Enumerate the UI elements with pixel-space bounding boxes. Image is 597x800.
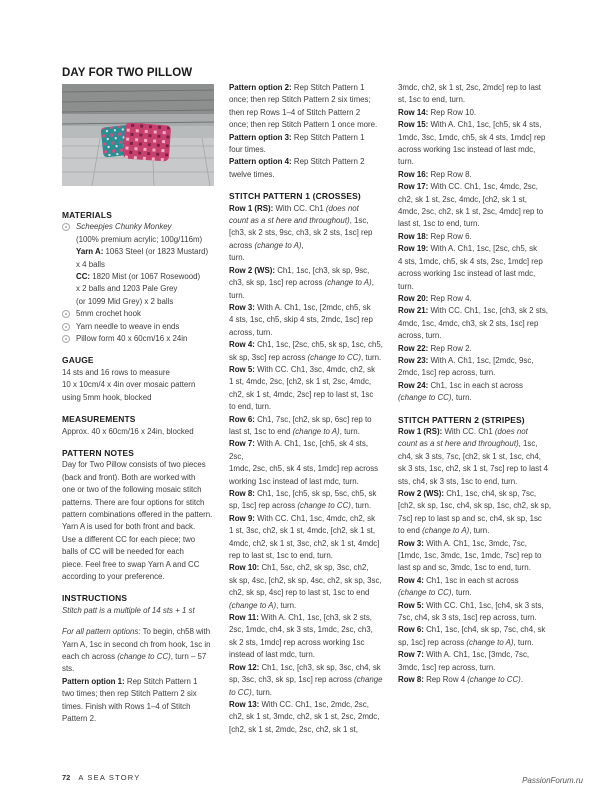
- row-17-line: [398, 181, 553, 193]
- sp2-row-5-line: 7sc, ch4, sk 3 sts, 1sc] rep across, turn.: [398, 613, 537, 623]
- row-text: , turn.: [451, 588, 472, 598]
- sp2-row-2-line: [398, 525, 553, 537]
- row-text: Rep Row 10.: [428, 107, 477, 117]
- sp2-row-8-line: [398, 674, 553, 686]
- yarn-a-qty: x 4 balls: [76, 259, 105, 269]
- row-text: With A. Ch1, 1sc, [2mdc, ch5, sk: [254, 302, 371, 312]
- cc-line-2: x 2 balls and 1203 Pale Grey: [76, 284, 178, 294]
- row-13-cont: 3mdc, ch2, sk 1 st, 2sc, 2mdc] rep to last: [398, 83, 541, 92]
- gauge-line: 10 x 10cm/4 x 4in over mosaic pattern: [62, 380, 196, 390]
- sp2-row-1-line: sts, ch4, sk 3 sts, 1sc to end, turn.: [398, 476, 518, 486]
- section-name: A SEA STORY: [78, 773, 141, 782]
- needle-text: Yarn needle to weave in ends: [76, 321, 180, 331]
- row-text: With A. Ch1, 1sc, [3mdc, 7sc,: [423, 650, 530, 660]
- row-24-line: [398, 380, 553, 392]
- row-1-line: [229, 240, 384, 252]
- sp2-row-3-line: [1mdc, 1sc, 3mdc, 1sc, 1mdc, 7sc] rep to: [398, 551, 542, 561]
- row-8-line: [229, 500, 384, 512]
- notes-line: balls of CC will be needed for each: [62, 547, 184, 557]
- option-1-line: times. Finish with Rows 1–4 of Stitch: [62, 701, 191, 711]
- row-text: Rep Row 4: [423, 675, 468, 685]
- row-5-line: [229, 364, 384, 376]
- option-3-line: four times.: [229, 145, 266, 155]
- row-9-line: rep to last st, 1sc to end, turn.: [229, 551, 333, 561]
- materials-yarn-item: [62, 221, 214, 233]
- row-text: With CC. Ch1, 1sc, 4mdc, ch2, sk: [254, 513, 376, 523]
- row-13-label: Row 13:: [229, 699, 260, 709]
- row-24-label: Row 24:: [398, 380, 429, 390]
- sp2-row-1-line: [398, 426, 553, 438]
- row-11-line: [229, 612, 384, 624]
- row-text: With CC. Ch1: [273, 203, 326, 213]
- column-1: [62, 209, 214, 725]
- row-13-cont: st, 1sc to end, turn.: [398, 95, 466, 105]
- row-text: With CC. Ch1, 1sc, 4mdc, 2sc,: [428, 182, 538, 192]
- gauge-line: 14 sts and 16 rows to measure: [62, 367, 170, 377]
- materials-pillow-item: [62, 333, 214, 345]
- sp2-row-3-line: last sp and sc, 3mdc, 1sc to end, turn.: [398, 563, 531, 573]
- row-text: Ch1, 7sc, [ch2, sk sp, 6sc] rep to: [254, 414, 372, 424]
- row-2-label: Row 2 (WS):: [229, 265, 276, 275]
- sp2-row-5-label: Row 5:: [398, 600, 424, 610]
- row-note: (change to A): [466, 637, 514, 647]
- yarn-a-line: [62, 246, 214, 258]
- option-2-line: then rep Rows 1–4 of Stitch Pattern 2: [229, 107, 361, 117]
- row-10-line: sk sp, 4sc, [ch2, sk sp, 4sc, ch2, sk sp, 3sc,: [229, 575, 382, 585]
- row-21-label: Row 21:: [398, 306, 429, 316]
- row-1-line: turn.: [229, 253, 245, 263]
- row-16-label: Row 16:: [398, 169, 429, 179]
- sp2-row-2-line: 7sc] rep to last sp and sc, ch4, sk sp, 1sc: [398, 513, 542, 523]
- row-text: , turn.: [361, 352, 382, 362]
- row-text: With CC. Ch1, 1sc, 2mdc, 2sc,: [259, 699, 369, 709]
- row-text: Rep Row 8.: [428, 169, 472, 179]
- all-options-text: To begin, ch58 with: [140, 627, 211, 637]
- yarn-a-label: Yarn A:: [76, 247, 104, 257]
- stitch-pattern-2-heading: STITCH PATTERN 2 (STRIPES): [398, 414, 525, 425]
- row-text: Ch1, 1sc, [2sc, ch5, sk sp, 1sc, ch5,: [254, 340, 383, 350]
- sp2-row-1-label: Row 1 (RS):: [398, 426, 443, 436]
- row-text: Ch1, 1sc, [ch4, sk sp, 7sc, ch4, sk: [423, 625, 546, 635]
- page-number: 72: [62, 773, 71, 782]
- row-text: With A. Ch1, 1sc, 3mdc, 7sc,: [423, 538, 527, 548]
- option-4-text: Rep Stitch Pattern 2: [291, 157, 365, 167]
- row-text: , turn.: [339, 426, 360, 436]
- row-text: Ch1, 1sc, [ch5, sk sp, 5sc, ch5, sk: [254, 489, 377, 498]
- row-3-line: [229, 302, 384, 314]
- row-12-line: [229, 687, 384, 699]
- row-text: Ch1, 5sc, ch2, sk sp, 3sc, ch2,: [259, 563, 369, 573]
- row-9-line: 1 st, 3sc, ch2, sk 1 st, 4mdc, [ch2, sk 1 st,: [229, 526, 376, 536]
- row-6-line: [229, 426, 384, 438]
- row-text: With A. Ch1, 1sc, [ch5, sk 4 sts,: [428, 120, 542, 130]
- row-18-label: Row 18:: [398, 231, 429, 241]
- row-19-line: across working 1sc instead of last mdc,: [398, 269, 536, 279]
- sp2-row-6-line: [398, 624, 553, 636]
- row-12-line: [229, 674, 384, 686]
- yarn-desc: (100% premium acrylic; 100g/116m): [76, 234, 203, 244]
- all-options-label: For all pattern options:: [62, 627, 141, 637]
- row-text: Ch1, 1sc, [ch3, sk sp, 3sc, ch4, sk: [259, 662, 381, 672]
- option-3-text: Rep Stitch Pattern 1: [291, 132, 365, 142]
- option-3-line: [229, 132, 384, 144]
- row-17-line: 4mdc, 2sc, ch2, sk 1 st, 2sc, 4mdc] rep to: [398, 207, 544, 217]
- row-17-label: Row 17:: [398, 182, 429, 192]
- row-text: Ch1, 1sc in each st across: [423, 575, 519, 585]
- pillow-text: Pillow form 40 x 60cm/16 x 24in: [76, 334, 188, 344]
- row-22-label: Row 22:: [398, 343, 429, 353]
- row-22-line: [398, 343, 553, 355]
- all-options-line: [62, 651, 214, 676]
- watermark: PassionForum.ru: [522, 776, 583, 785]
- notes-line: Use a different CC for each piece; two: [62, 534, 196, 544]
- row-21-line: across, turn.: [398, 331, 442, 341]
- option-2-line: [229, 82, 384, 94]
- all-options-line: Yarn A, 1sc in second ch from hook, 1sc in: [62, 639, 211, 649]
- row-text: With CC. Ch1, 1sc, [ch3, sk 2 sts,: [428, 306, 548, 316]
- row-note: (change: [353, 675, 383, 685]
- row-3-label: Row 3:: [229, 302, 255, 312]
- hook-text: 5mm crochet hook: [76, 309, 141, 319]
- row-1-line: [ch3, sk 2 sts, 9sc, ch3, sk 2 sts, 1sc] rep: [229, 228, 373, 238]
- row-text: With A. Ch1, 1sc, [ch5, sk 4 sts, 2sc,: [229, 439, 369, 461]
- pillow-photo: [62, 84, 214, 186]
- sp2-row-4-label: Row 4:: [398, 575, 424, 585]
- row-7-label: Row 7:: [229, 439, 255, 449]
- row-2-line: [229, 265, 384, 277]
- page-title: DAY FOR TWO PILLOW: [62, 67, 193, 79]
- sp2-row-4-line: [398, 587, 553, 599]
- row-4-line: [229, 352, 384, 364]
- row-11-label: Row 11:: [229, 613, 259, 623]
- option-1-text: Rep Stitch Pattern 1: [124, 676, 198, 686]
- bullet-icon: [62, 335, 70, 343]
- cc-text: 1820 Mist (or 1067 Rosewood): [90, 272, 201, 282]
- sp2-row-1-line: [398, 438, 553, 450]
- sp2-row-1-line: ch4, sk 3 sts, 7sc, [ch2, sk 1 st, 1sc, ch4,: [398, 451, 541, 461]
- row-text: ch3, sk sp, 1sc] rep across: [229, 278, 325, 288]
- row-12-line: [229, 662, 384, 674]
- row-text: With CC. Ch1: [442, 426, 495, 436]
- notes-line: pattern combinations offered in the pattern.: [62, 509, 213, 519]
- row-10-label: Row 10:: [229, 563, 260, 573]
- option-4-line: [229, 156, 384, 168]
- row-text: With A. Ch1, 1sc, [ch3, sk 2 sts,: [258, 613, 372, 623]
- column-3: [398, 82, 553, 687]
- row-note: (change to A): [422, 526, 470, 536]
- row-text: , turn.: [350, 501, 372, 511]
- row-text: With CC. Ch1, 1sc, [ch4, sk 3 sts,: [423, 600, 544, 610]
- row-note: (does not: [494, 426, 528, 436]
- row-text: , turn.: [513, 637, 534, 647]
- row-1-line: [229, 203, 384, 215]
- pillow-photo-svg: [62, 84, 214, 186]
- row-24-line: [398, 392, 553, 404]
- row-note: (change to CC): [307, 352, 362, 362]
- row-text: Rep Row 4.: [428, 293, 472, 303]
- row-15-line: turn.: [398, 157, 414, 167]
- row-text: , turn.: [251, 687, 272, 697]
- notes-line: one or two of the following mosaic stitch: [62, 485, 202, 495]
- sp2-row-8-label: Row 8:: [398, 675, 424, 685]
- row-15-line: 1mdc, 3sc, 1mdc, ch5, sk 4 sts, 1mdc] rep: [398, 132, 546, 142]
- stitch-pattern-1-heading: STITCH PATTERN 1 (CROSSES): [229, 191, 361, 202]
- row-note: count as a st here and throughout): [398, 439, 519, 449]
- row-20-label: Row 20:: [398, 293, 429, 303]
- sp2-row-3-line: [398, 538, 553, 550]
- page-footer: [62, 773, 140, 782]
- measurements-text: Approx. 40 x 60cm/16 x 24in, blocked: [62, 426, 194, 436]
- sp2-row-2-line: [398, 488, 553, 500]
- row-13-line: [229, 699, 384, 711]
- measurements-heading: MEASUREMENTS: [62, 414, 136, 425]
- row-text: Rep Row 2.: [428, 343, 472, 353]
- row-note: (change to CC): [398, 393, 452, 403]
- row-2-line: [229, 277, 384, 289]
- all-options-end: , turn – 57 sts.: [62, 652, 207, 674]
- row-note: (change to A): [254, 240, 302, 250]
- option-3-label: Pattern option 3:: [229, 132, 292, 142]
- row-19-line: turn.: [398, 281, 414, 291]
- notes-line: patterns. There are four options for stitch: [62, 497, 205, 507]
- row-8-label: Row 8:: [229, 489, 255, 498]
- row-text: , 1sc,: [518, 439, 538, 449]
- row-2-line: turn.: [229, 290, 245, 300]
- row-13-line: [ch2, sk 1 st, 2mdc, 2sc, ch2, sk 1 st,: [229, 724, 358, 734]
- row-note: (change to A): [292, 426, 340, 436]
- option-2-line: once; then rep Stitch Pattern 2 six times;: [229, 95, 371, 105]
- notes-line: Yarn A is used for both front and back.: [62, 522, 196, 532]
- row-9-line: 4mdc, ch2, sk 1 st, 3sc, ch2, sk 1 st, 4mdc]: [229, 538, 380, 548]
- pattern-notes-heading: PATTERN NOTES: [62, 447, 135, 458]
- row-17-line: last st, 1sc to end, turn.: [398, 219, 480, 229]
- materials-needle-item: [62, 321, 214, 333]
- row-10-line: ch2, sk sp, 4sc] rep to last st, 1sc to end: [229, 588, 370, 598]
- row-note: (does not: [325, 203, 359, 213]
- row-text: .: [520, 675, 524, 685]
- row-12-label: Row 12:: [229, 662, 260, 672]
- notes-line: Day for Two Pillow consists of two pieces: [62, 460, 206, 470]
- row-note: (change to CC): [467, 675, 521, 685]
- row-21-line: 4mdc, 1sc, 4mdc, ch3, sk 2 sts, 1sc] rep: [398, 318, 539, 328]
- row-23-line: 2mdc, 1sc] rep across, turn.: [398, 368, 496, 378]
- bullet-icon: [62, 310, 70, 318]
- sp2-row-2-line: [ch2, sk sp, 1sc, ch4, sk sp, 1sc, ch2, sk sp,: [398, 501, 552, 511]
- row-text: , turn.: [451, 393, 472, 403]
- row-text: With A. Ch1, 1sc, [2sc, ch5, sk: [428, 244, 538, 254]
- row-23-line: [398, 355, 553, 367]
- cc-line: [62, 271, 214, 283]
- option-4-line: twelve times.: [229, 169, 275, 179]
- row-7-line: 1mdc, 2sc, ch5, sk 4 sts, 1mdc] rep across: [229, 464, 379, 474]
- row-11-line: sk 2 sts, 1mdc] rep across working 1sc: [229, 637, 365, 647]
- row-19-line: 4 sts, 1mdc, ch5, sk 4 sts, 2sc, 1mdc] rep: [398, 256, 543, 266]
- row-15-line: across working 1sc instead of last mdc,: [398, 145, 536, 155]
- sp2-row-7-line: [398, 649, 553, 661]
- row-note: (change to A): [229, 600, 277, 610]
- materials-heading: MATERIALS: [62, 210, 113, 220]
- option-1-label: Pattern option 1:: [62, 676, 125, 686]
- row-16-line: [398, 169, 553, 181]
- row-text: ,: [371, 278, 374, 288]
- row-5-line: to end, turn.: [229, 402, 272, 412]
- bullet-icon: [62, 223, 70, 231]
- row-4-line: [229, 339, 384, 351]
- row-14-label: Row 14:: [398, 107, 429, 117]
- row-text: sk sp, 3sc] rep across: [229, 352, 308, 362]
- row-text: Ch1, 1sc in each st across: [428, 380, 523, 390]
- column-2: [229, 82, 384, 736]
- row-1-line: [229, 215, 384, 227]
- row-note: (change to CC): [297, 501, 351, 511]
- row-text: sp, 1sc] rep across: [229, 501, 298, 511]
- option-2-line: once; then rep Stitch Pattern 1 once more.: [229, 120, 378, 130]
- row-6-line: [229, 414, 384, 426]
- row-note: (change to A): [324, 278, 372, 288]
- row-text: Ch1, 1sc, [ch3, sk sp, 9sc,: [275, 265, 370, 275]
- row-5-line: ch2, sk 1 st, 4mdc, 2sc] rep to last st, 1sc: [229, 389, 374, 399]
- row-text: With A. Ch1, 1sc, [2mdc, 9sc,: [428, 355, 534, 365]
- row-4-label: Row 4:: [229, 340, 255, 350]
- row-19-label: Row 19:: [398, 244, 429, 254]
- row-19-line: [398, 243, 553, 255]
- change-note: (change to CC): [117, 652, 171, 661]
- row-text: last st, 1sc to end: [229, 426, 293, 436]
- row-text: sp, 1sc] rep across: [398, 637, 467, 647]
- row-10-line: [229, 600, 384, 612]
- all-options-line: [62, 626, 214, 638]
- gauge-heading: GAUGE: [62, 355, 94, 366]
- sp2-row-7-label: Row 7:: [398, 650, 424, 660]
- row-text: Ch1, 1sc, ch4, sk sp, 7sc,: [444, 489, 537, 498]
- row-20-line: [398, 293, 553, 305]
- row-text: , turn.: [276, 600, 297, 610]
- row-1-label: Row 1 (RS):: [229, 203, 274, 213]
- option-1-line: Pattern 2.: [62, 714, 97, 724]
- row-9-label: Row 9:: [229, 513, 255, 523]
- option-4-label: Pattern option 4:: [229, 157, 292, 167]
- sp2-row-6-line: [398, 637, 553, 649]
- row-6-label: Row 6:: [229, 414, 255, 424]
- row-9-line: [229, 513, 384, 525]
- row-10-line: [229, 562, 384, 574]
- row-23-label: Row 23:: [398, 355, 429, 365]
- row-7-line: [229, 438, 384, 463]
- row-note: count as a st here and throughout): [229, 216, 350, 226]
- row-11-line: 2sc, 1mdc, ch4, sk 3 sts, 1mdc, 2sc, ch3,: [229, 625, 373, 635]
- yarn-a-text: 1063 Steel (or 1823 Mustard): [103, 247, 209, 257]
- row-text: Rep Row 6.: [428, 231, 472, 241]
- row-13-line: ch2, sk 1 st, 3mdc, ch2, sk 1 st, 2sc, 2mdc,: [229, 712, 380, 722]
- notes-line: piece. Feel free to swap Yarn A and CC: [62, 559, 200, 569]
- row-text: to end: [398, 526, 423, 536]
- row-note: (change to CC): [398, 588, 452, 598]
- row-14-line: [398, 107, 553, 119]
- instructions-heading: INSTRUCTIONS: [62, 593, 128, 604]
- sp2-row-6-label: Row 6:: [398, 625, 424, 635]
- all-options-text: each ch across: [62, 652, 118, 661]
- row-5-line: 1 st, 4mdc, 2sc, [ch2, sk 1 st, 2sc, 4mdc,: [229, 377, 372, 387]
- notes-line: (back and front). Both are worked with: [62, 472, 196, 482]
- sp2-row-2-label: Row 2 (WS):: [398, 489, 445, 498]
- row-15-line: [398, 119, 553, 131]
- yarn-brand: Scheepjes Chunky Monkey: [76, 222, 172, 232]
- row-7-line: working 1sc instead of last mdc, turn.: [229, 476, 359, 486]
- gauge-line: using 5mm hook, blocked: [62, 392, 152, 402]
- cc-label: CC:: [76, 272, 91, 282]
- row-3-line: 4 sts, 1sc, ch5, skip 4 sts, 2mdc, 1sc] rep: [229, 315, 373, 325]
- sp2-row-4-line: [398, 575, 553, 587]
- row-note: to CC): [229, 687, 252, 697]
- sp2-row-3-label: Row 3:: [398, 538, 424, 548]
- row-text: across: [229, 240, 255, 250]
- materials-hook-item: [62, 308, 214, 320]
- row-18-line: [398, 231, 553, 243]
- option-1-line: [62, 676, 214, 688]
- row-15-label: Row 15:: [398, 120, 429, 130]
- row-5-label: Row 5:: [229, 364, 255, 374]
- row-text: sp, 3sc, ch3, sk sp, 1sc] rep across: [229, 675, 354, 685]
- option-2-text: Rep Stitch Pattern 1: [291, 83, 365, 92]
- sp2-row-7-line: 3mdc, 1sc] rep across, turn.: [398, 662, 496, 672]
- row-11-line: instead of last mdc, turn.: [229, 650, 315, 660]
- row-text: , turn.: [469, 526, 490, 536]
- row-text: ,: [301, 240, 304, 250]
- row-17-line: ch2, sk 1 st, 2sc, 4mdc, [ch2, sk 1 st,: [398, 194, 527, 204]
- sp2-row-1-line: sk 3 sts, 1sc, ch2, sk 1 st, 7sc] rep to last 4: [398, 464, 548, 474]
- cc-line-3: (or 1099 Mid Grey) x 2 balls: [76, 296, 174, 306]
- row-text: , 1sc,: [349, 216, 369, 226]
- row-21-line: [398, 305, 553, 317]
- sp2-row-5-line: [398, 600, 553, 612]
- option-1-line: two times; then rep Stitch Pattern 2 six: [62, 689, 197, 699]
- row-3-line: across, turn.: [229, 327, 273, 337]
- row-8-line: [229, 488, 384, 500]
- instructions-note: Stitch patt is a multiple of 14 sts + 1 st: [62, 605, 195, 615]
- notes-line: according to your preference.: [62, 571, 165, 581]
- option-2-label: Pattern option 2:: [229, 83, 292, 92]
- bullet-icon: [62, 323, 70, 331]
- row-text: With CC. Ch1, 3sc, 4mdc, ch2, sk: [254, 364, 376, 374]
